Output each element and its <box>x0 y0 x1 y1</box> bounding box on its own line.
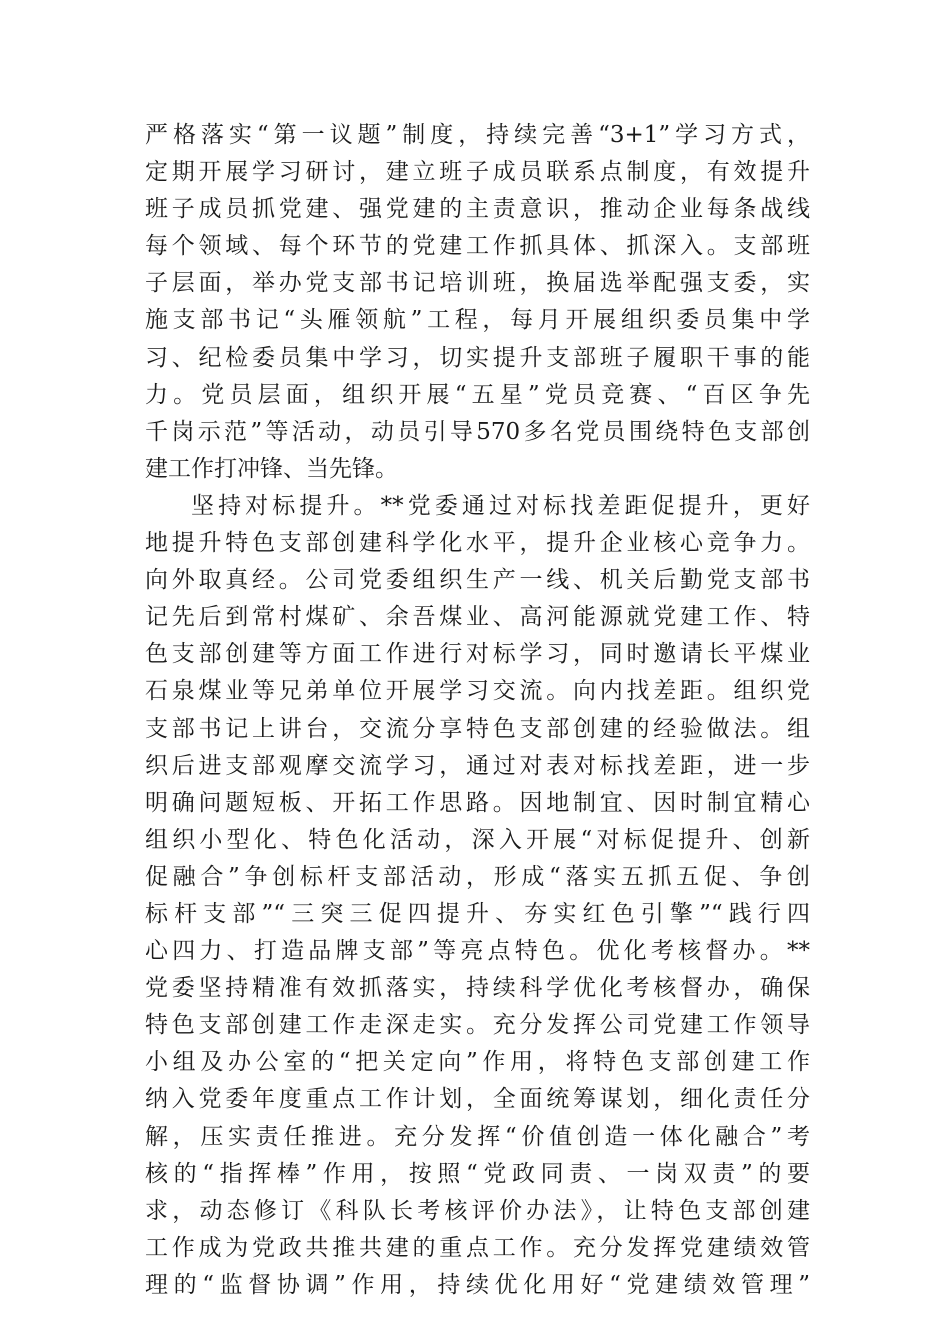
text-line: 施支部书记“头雁领航”工程，每月开展组织委员集中学 <box>145 307 810 334</box>
text-line: 组织小型化、特色化活动，深入开展“对标促提升、创新 <box>145 826 810 853</box>
text-line: 石泉煤业等兄弟单位开展学习交流。向内找差距。组织党 <box>145 678 810 705</box>
body-text <box>145 117 810 1304</box>
text-line: 解，压实责任推进。充分发挥“价值创造一体化融合”考 <box>145 1123 810 1150</box>
text-line: 核的“指挥棒”作用，按照“党政同责、一岗双责”的要 <box>145 1160 810 1187</box>
text-line: 力。党员层面，组织开展“五星”党员竞赛、“百区争先 <box>145 381 810 408</box>
text-line: 小组及办公室的“把关定向”作用，将特色支部创建工作 <box>145 1049 810 1076</box>
text-line: 工作成为党政共推共建的重点工作。充分发挥党建绩效管 <box>145 1234 810 1261</box>
text-line: 记先后到常村煤矿、余吾煤业、高河能源就党建工作、特 <box>145 604 810 631</box>
text-line: 标杆支部”“三突三促四提升、夯实红色引擎”“践行四 <box>145 900 810 927</box>
text-line: 理的“监督协调”作用，持续优化用好“党建绩效管理” <box>145 1271 810 1298</box>
text-line: 向外取真经。公司党委组织生产一线、机关后勤党支部书 <box>145 567 810 594</box>
text-line: 纳入党委年度重点工作计划，全面统筹谋划，细化责任分 <box>145 1086 810 1113</box>
text-line: 建工作打冲锋、当先锋。 <box>145 455 398 482</box>
text-line: 求，动态修订《科队长考核评价办法》，让特色支部创建 <box>145 1197 810 1224</box>
text-line: 严格落实“第一议题”制度，持续完善“3+1”学习方式， <box>145 122 810 148</box>
text-line: 习、纪检委员集中学习，切实提升支部班子履职干事的能 <box>145 344 810 371</box>
paragraph-first-line: 坚持对标提升。**党委通过对标找差距促提升，更好 <box>191 492 810 519</box>
text-line: 织后进支部观摩交流学习，通过对表对标找差距，进一步 <box>145 752 810 779</box>
text-line: 明确问题短板、开拓工作思路。因地制宜、因时制宜精心 <box>145 789 810 816</box>
text-line: 心四力、打造品牌支部”等亮点特色。优化考核督办。** <box>145 938 810 965</box>
text-line: 特色支部创建工作走深走实。充分发挥公司党建工作领导 <box>145 1012 810 1039</box>
text-line: 促融合”争创标杆支部活动，形成“落实五抓五促、争创 <box>145 863 810 890</box>
text-line: 支部书记上讲台，交流分享特色支部创建的经验做法。组 <box>145 715 810 742</box>
text-line: 班子成员抓党建、强党建的主责意识，推动企业每条战线 <box>145 196 810 223</box>
text-line: 子层面，举办党支部书记培训班，换届选举配强支委，实 <box>145 270 810 297</box>
text-line: 党委坚持精准有效抓落实，持续科学优化考核督办，确保 <box>145 975 810 1002</box>
text-line: 地提升特色支部创建科学化水平，提升企业核心竞争力。 <box>145 530 810 557</box>
text-line: 每个领域、每个环节的党建工作抓具体、抓深入。支部班 <box>145 233 810 260</box>
text-line: 定期开展学习研讨，建立班子成员联系点制度，有效提升 <box>145 159 810 186</box>
text-line: 色支部创建等方面工作进行对标学习，同时邀请长平煤业 <box>145 641 810 668</box>
text-line: 千岗示范”等活动，动员引导570多名党员围绕特色支部创 <box>145 418 810 445</box>
